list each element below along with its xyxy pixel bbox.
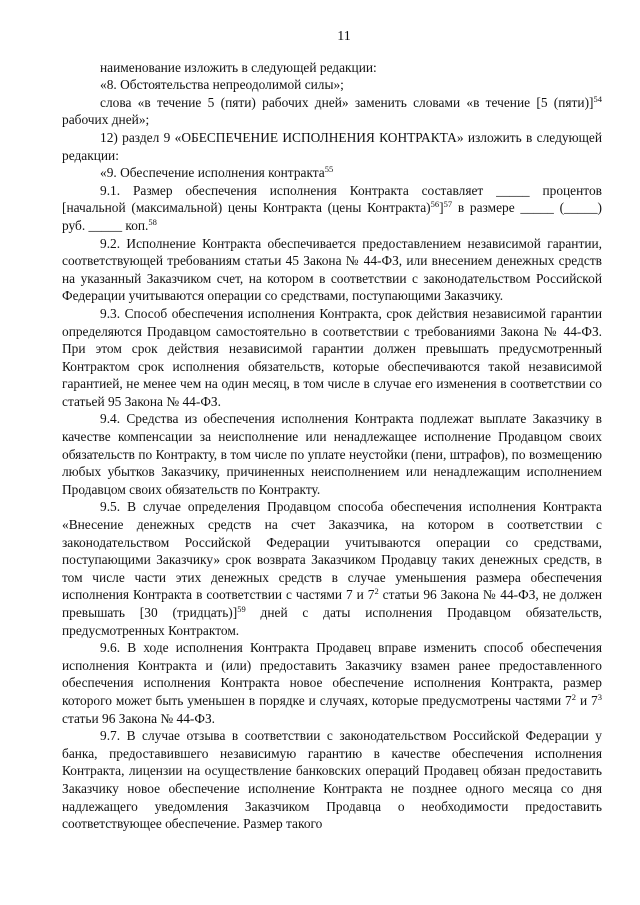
paragraph-p12 [62, 727, 602, 833]
paragraph-text: статьи 96 Закона № 44-ФЗ. [62, 710, 216, 726]
paragraph-text: ] [439, 200, 444, 216]
paragraph-text: и 7 [576, 692, 598, 708]
footnote-ref: 2 [571, 691, 576, 702]
paragraph-text: статьи 96 Закона № 44-ФЗ, не должен превышать [30 (тридцать)] [62, 587, 602, 620]
paragraph-text: дней с даты исполнения Продавцом обязательств, предусмотренных Контрактом. [62, 605, 602, 638]
paragraph-p7 [62, 235, 602, 305]
paragraph-p3 [62, 94, 602, 129]
page-number: 11 [337, 29, 351, 44]
paragraph-text: 9.7. В случае отзыва в соответствии с законодательством Российской Федерации у банка, предоставившего независимую гарантию в качестве обеспечения исполнения Контракта, лицензии на осуществление банковских операций Продавец обязан предоставить Заказчику новое обеспечение исполнение Контракта не позднее одного месяца со дня надлежащего уведомления Заказчиком Продавца о необходимости предоставить соответствующее обеспечение. Размер такого [62, 728, 602, 832]
paragraph-p11 [62, 639, 602, 727]
paragraph-text: 9.4. Средства из обеспечения исполнения Контракта подлежат выплате Заказчику в качестве компенсации за неисполнение или ненадлежащее исполнение Продавцом своих обязательств по Контракту, в том числе по уплате неустойки (пени, штрафов), по возмещению любых убытков Заказчику, причиненных неисполнением или ненадлежащим исполнением Продавцом своих обязательств по Контракту. [62, 411, 602, 497]
paragraph-text: «9. Обеспечение исполнения контракта [100, 165, 325, 181]
paragraph-p2 [62, 76, 602, 94]
paragraph-p9 [62, 410, 602, 498]
paragraph-text: 9.2. Исполнение Контракта обеспечивается предоставлением независимой гарантии, соответствующей требованиям статьи 45 Закона № 44-ФЗ, или внесением денежных средств на указанный Заказчиком счет, на котором в соответствии с законодательством Российской Федерации учитываются операции со средствами, поступающими Заказчику. [62, 235, 602, 304]
footnote-ref: 55 [324, 164, 334, 175]
document-body [62, 59, 602, 833]
paragraph-p10 [62, 498, 602, 639]
paragraph-p6 [62, 182, 602, 235]
paragraph-text: «8. Обстоятельства непреодолимой силы»; [100, 77, 344, 93]
footnote-ref: 56 [430, 199, 440, 210]
paragraph-p5 [62, 164, 602, 182]
footnote-ref: 57 [443, 199, 453, 210]
paragraph-p1 [62, 59, 602, 77]
paragraph-text: рабочих дней»; [62, 112, 150, 128]
paragraph-text: 9.5. В случае определения Продавцом способа обеспечения исполнения Контракта «Внесение денежных средств на счет Заказчика, на котором в соответствии с законодательством Российской Федерации учитываются операции со средствами, поступающими Заказчику» срок возврата Заказчиком Продавцу таких денежных средств, в том числе части этих денежных средств в случае уменьшения размера обеспечения исполнения Контракта в соответствии с частями 7 и 7 [62, 499, 602, 603]
footnote-ref: 2 [374, 586, 379, 597]
footnote-ref: 54 [593, 93, 602, 104]
paragraph-p4 [62, 129, 602, 164]
paragraph-text: наименование изложить в следующей редакции: [100, 59, 377, 75]
footnote-ref: 3 [597, 691, 602, 702]
paragraph-p8 [62, 305, 602, 411]
paragraph-text: 12) раздел 9 «ОБЕСПЕЧЕНИЕ ИСПОЛНЕНИЯ КОНТРАКТА» изложить в следующей редакции: [62, 129, 602, 163]
paragraph-text: в размере _____ (_____) руб. _____ коп. [62, 200, 602, 233]
footnote-ref: 58 [148, 216, 157, 227]
paragraph-text: слова «в течение 5 (пяти) рабочих дней» заменить словами «в течение [5 (пяти)] [100, 94, 594, 110]
paragraph-text: 9.3. Способ обеспечения исполнения Контракта, срок действия независимой гарантии определяются Продавцом самостоятельно в соответствии с требованиями Закона № 44-ФЗ. При этом срок действия независимой гарантии должен превышать предусмотренный Контрактом срок исполнения обязательств, которые обеспечиваются такой независимой гарантией, не менее чем на один месяц, в том числе в случае его изменения в соответствии со статьей 95 Закона № 44-ФЗ. [62, 305, 602, 409]
footnote-ref: 59 [237, 604, 246, 614]
paragraph-text: 9.1. Размер обеспечения исполнения Контракта составляет _____ процентов [начальной (максимальной) цены Контракта (цены Контракта) [62, 182, 602, 216]
paragraph-text: 9.6. В ходе исполнения Контракта Продавец вправе изменить способ обеспечения исполнения Контракта и (или) предоставить Заказчику взамен ранее предоставленного обеспечения исполнения Контракта новое обеспечение исполнения Контракта, размер которого может быть уменьшен в порядке и случаях, которые предусмотрены частями 7 [62, 640, 602, 708]
